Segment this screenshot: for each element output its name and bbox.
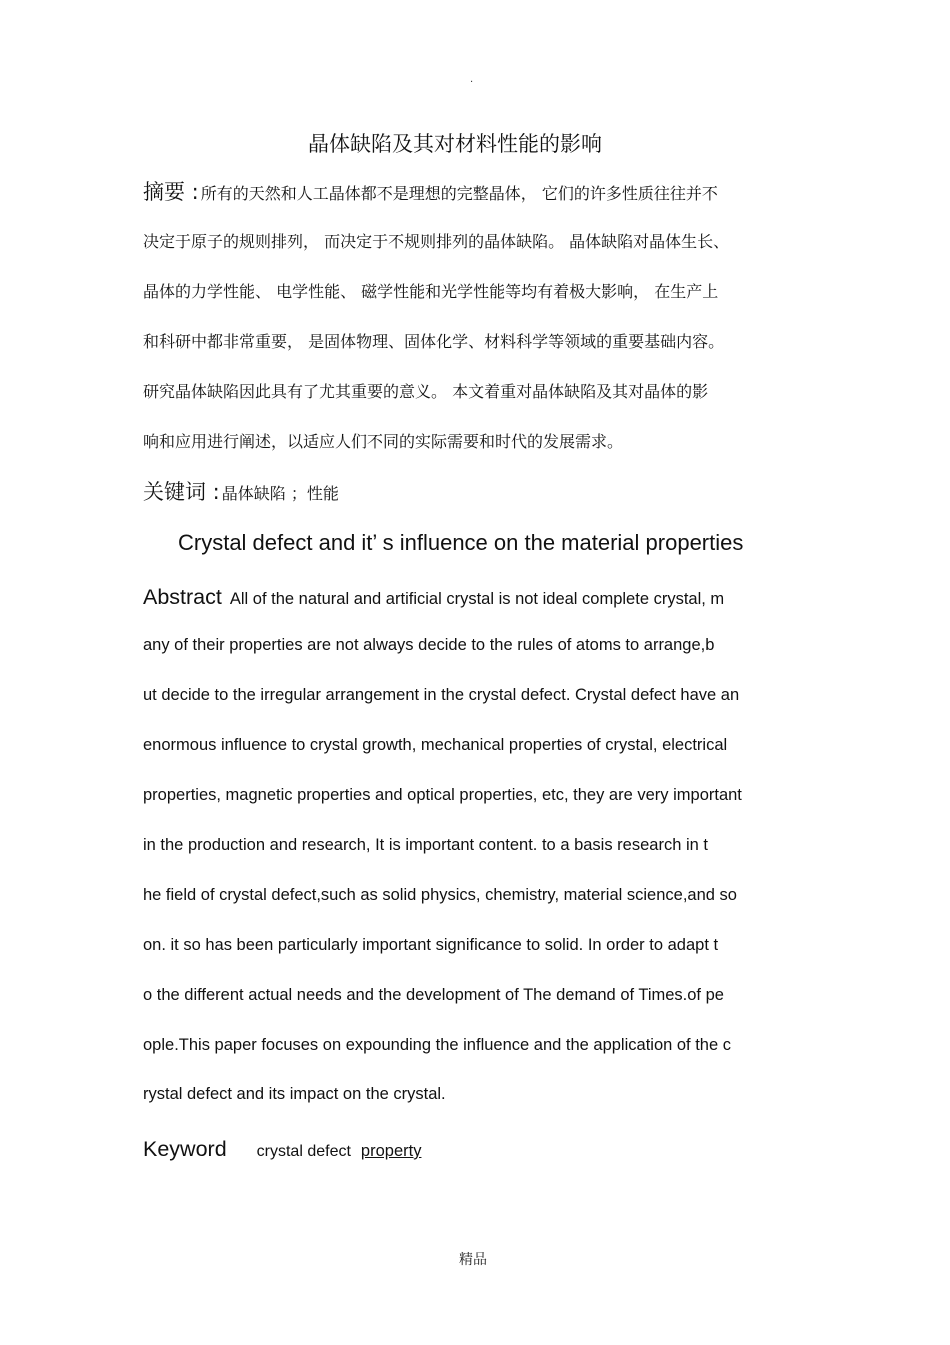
header-mark: . <box>470 74 474 85</box>
keywords-en-line <box>143 1138 813 1163</box>
abstract-cn-line: 晶体的力学性能、 电学性能、 磁学性能和光学性能等均有着极大影响， 在生产上 <box>143 282 719 301</box>
abstract-en-label: Abstract <box>143 585 222 609</box>
keywords-en-label: Keyword <box>143 1137 227 1161</box>
page-footer: 精品 <box>459 1252 487 1268</box>
abstract-en-line: enormous influence to crystal growth, mechanical properties of crystal, electrical <box>143 736 728 754</box>
keywords-cn-line <box>143 482 823 504</box>
abstract-cn-label: 摘要 : <box>143 180 199 204</box>
chinese-title: 晶体缺陷及其对材料性能的影响 <box>308 132 602 156</box>
abstract-en-line: he field of crystal defect,such as solid physics, chemistry, material science,and so <box>143 886 737 904</box>
keywords-cn-label: 关键词 : <box>143 480 220 504</box>
abstract-cn-line: 研究晶体缺陷因此具有了尤其重要的意义。 本文着重对晶体缺陷及其对晶体的影 <box>143 382 709 401</box>
abstract-cn-line: 和科研中都非常重要， 是固体物理、固体化学、材料科学等领域的重要基础内容。 <box>143 332 725 351</box>
abstract-cn-text: 所有的天然和人工晶体都不是理想的完整晶体， 它们的许多性质往往并不 <box>200 184 718 203</box>
abstract-cn-line <box>143 182 823 204</box>
abstract-en-line: o the different actual needs and the development of The demand of Times.of pe <box>143 986 724 1004</box>
keywords-en-value: crystal defect <box>256 1143 351 1160</box>
abstract-cn-line: 决定于原子的规则排列， 而决定于不规则排列的晶体缺陷。 晶体缺陷对晶体生长、 <box>143 232 730 251</box>
keywords-cn-value: 晶体缺陷 ；性能 <box>221 484 339 503</box>
abstract-cn-line: 响和应用进行阐述，以适应人们不同的实际需要和时代的发展需求。 <box>143 432 624 451</box>
abstract-en-line: on. it so has been particularly important significance to solid. In order to adapt t <box>143 936 719 954</box>
abstract-en-line: ut decide to the irregular arrangement in the crystal defect. Crystal defect have an <box>143 686 740 704</box>
abstract-en-line: properties, magnetic properties and optical properties, etc, they are very important <box>143 786 742 804</box>
abstract-en-line <box>143 586 813 610</box>
abstract-en-text: All of the natural and artificial crystal is not ideal complete crystal, m <box>229 590 725 608</box>
keyword-property-link[interactable]: property <box>360 1142 422 1160</box>
english-title: Crystal defect and it’ s influence on the material properties <box>178 530 744 555</box>
abstract-en-line: any of their properties are not always decide to the rules of atoms to arrange,b <box>143 636 715 654</box>
abstract-en-line: rystal defect and its impact on the crystal. <box>143 1085 446 1103</box>
abstract-en-line: in the production and research, It is important content. to a basis research in t <box>143 836 708 854</box>
abstract-en-line: ople.This paper focuses on expounding the influence and the application of the c <box>143 1036 731 1054</box>
